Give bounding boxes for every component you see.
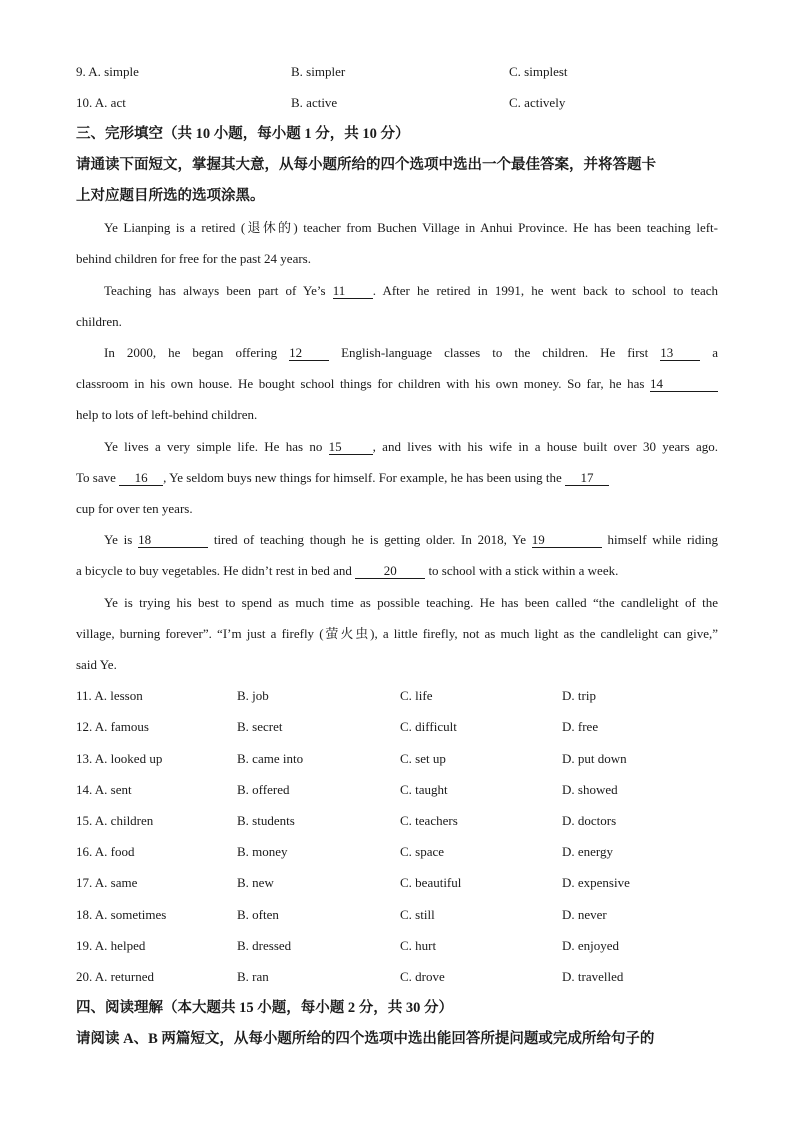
question-number: 11. [76, 688, 92, 703]
blank-14[interactable]: 14 [650, 376, 718, 392]
option-b[interactable]: B. often [237, 907, 279, 922]
blank-13[interactable]: 13 [660, 345, 700, 361]
option-b[interactable]: B. job [237, 688, 269, 703]
question-number: 19. [76, 938, 93, 953]
option-c[interactable]: C. teachers [400, 813, 458, 828]
option-d[interactable]: D. travelled [562, 969, 624, 984]
blank-20[interactable]: 20 [355, 563, 425, 579]
option-c[interactable]: C. still [400, 907, 435, 922]
option-d[interactable]: D. expensive [562, 875, 630, 890]
question-number: 15. [76, 813, 93, 828]
passage-p6-line-2: village, burning forever”. “I’m just a firefly (萤火虫), a little firefly, not as much light as the candlelight can give,” [76, 626, 718, 641]
question-number: 17. [76, 875, 93, 890]
option-a[interactable]: A. looked up [94, 751, 163, 766]
option-a[interactable]: A. act [94, 95, 126, 110]
section-3-instruction-line-2: 上对应题目所选的选项涂黑。 [76, 188, 265, 204]
passage-p4-line-3: cup for over ten years. [76, 501, 193, 516]
passage-p1-line-2: behind children for free for the past 24 years. [76, 251, 311, 266]
option-d[interactable]: D. trip [562, 688, 596, 703]
option-c[interactable]: C. drove [400, 969, 445, 984]
passage-p6-line-1: Ye is trying his best to spend as much time as possible teaching. He has been called “the candlelight of the [104, 595, 718, 610]
section-3-heading: 三、完形填空（共 10 小题，每小题 1 分，共 10 分） [76, 126, 410, 142]
option-c[interactable]: C. simplest [509, 64, 568, 79]
passage-p3-line-2: classroom in his own house. He bought school things for children with his own money. So far, he has 14 [76, 375, 718, 393]
passage-p2-line-1: Teaching has always been part of Ye’s 11 . After he retired in 1991, he went back to school to teach [104, 283, 718, 298]
passage-p2-line-2: children. [76, 314, 122, 329]
option-b[interactable]: B. simpler [291, 64, 346, 79]
section-4-instruction-line-1: 请阅读 A、B 两篇短文，从每小题所给的四个选项中选出能回答所提问题或完成所给句子的 [76, 1031, 655, 1047]
option-c[interactable]: C. actively [509, 95, 566, 110]
option-a[interactable]: A. sometimes [94, 907, 167, 922]
option-a[interactable]: A. sent [94, 782, 132, 797]
option-c[interactable]: C. life [400, 688, 433, 703]
blank-15[interactable]: 15 [329, 439, 373, 455]
section-4-heading: 四、阅读理解（本大题共 15 小题，每小题 2 分，共 30 分） [76, 1000, 453, 1016]
blank-18[interactable]: 18 [138, 532, 208, 548]
question-number: 13. [76, 751, 93, 766]
passage-p5-line-1: Ye is 18 tired of teaching though he is getting older. In 2018, Ye 19 himself while riding [104, 532, 719, 547]
passage-p5-line-2: a bicycle to buy vegetables. He didn’t rest in bed and 20 to school with a stick within a week. [76, 563, 619, 578]
option-b[interactable]: B. dressed [237, 938, 292, 953]
option-a[interactable]: A. food [94, 844, 135, 859]
passage-p4-line-1: Ye lives a very simple life. He has no 15 , and lives with his wife in a house built over 30 years ago. [104, 439, 718, 454]
question-number: 20. [76, 969, 93, 984]
passage-p1-line-1: Ye Lianping is a retired (退休的) teacher from Buchen Village in Anhui Province. He has been teaching left- [104, 220, 718, 235]
question-number: 14. [76, 782, 93, 797]
option-b[interactable]: B. secret [237, 719, 283, 734]
option-c[interactable]: C. taught [400, 782, 448, 797]
option-b[interactable]: B. ran [237, 969, 269, 984]
question-number: 16. [76, 844, 93, 859]
passage-p3-line-3: help to lots of left-behind children. [76, 407, 258, 422]
question-number: 12. [76, 719, 93, 734]
option-d[interactable]: D. energy [562, 844, 614, 859]
option-d[interactable]: D. showed [562, 782, 618, 797]
option-c[interactable]: C. hurt [400, 938, 437, 953]
blank-12[interactable]: 12 [289, 345, 329, 361]
passage-p6-line-3: said Ye. [76, 657, 117, 672]
option-a[interactable]: A. helped [94, 938, 146, 953]
option-b[interactable]: B. new [237, 875, 274, 890]
question-number: 18. [76, 907, 93, 922]
option-b[interactable]: B. students [237, 813, 295, 828]
blank-19[interactable]: 19 [532, 532, 602, 548]
option-b[interactable]: B. money [237, 844, 288, 859]
option-b[interactable]: B. came into [237, 751, 304, 766]
option-c[interactable]: C. space [400, 844, 445, 859]
option-c[interactable]: C. difficult [400, 719, 457, 734]
option-a[interactable]: A. same [94, 875, 138, 890]
option-b[interactable]: B. active [291, 95, 338, 110]
option-a[interactable]: A. simple [88, 64, 139, 79]
option-c[interactable]: C. beautiful [400, 875, 462, 890]
question-number: 10. [76, 95, 93, 110]
passage-p3-line-1: In 2000, he began offering 12 English-language classes to the children. He first 13 a [104, 345, 718, 360]
option-d[interactable]: D. doctors [562, 813, 617, 828]
blank-11[interactable]: 11 [333, 283, 373, 299]
blank-17[interactable]: 17 [565, 470, 609, 486]
question-number: 9. [76, 64, 86, 79]
option-a[interactable]: A. returned [94, 969, 154, 984]
section-3-instruction-line-1: 请通读下面短文，掌握其大意，从每小题所给的四个选项中选出一个最佳答案，并将答题卡 [76, 157, 656, 173]
option-d[interactable]: D. put down [562, 751, 627, 766]
option-a[interactable]: A. famous [94, 719, 149, 734]
option-d[interactable]: D. never [562, 907, 607, 922]
option-a[interactable]: A. children [94, 813, 154, 828]
option-b[interactable]: B. offered [237, 782, 290, 797]
blank-16[interactable]: 16 [119, 470, 163, 486]
passage-p4-line-2: To save 16 , Ye seldom buys new things for himself. For example, he has been using the 17 [76, 469, 718, 487]
option-c[interactable]: C. set up [400, 751, 446, 766]
option-d[interactable]: D. free [562, 719, 599, 734]
option-d[interactable]: D. enjoyed [562, 938, 620, 953]
option-a[interactable]: A. lesson [94, 688, 143, 703]
